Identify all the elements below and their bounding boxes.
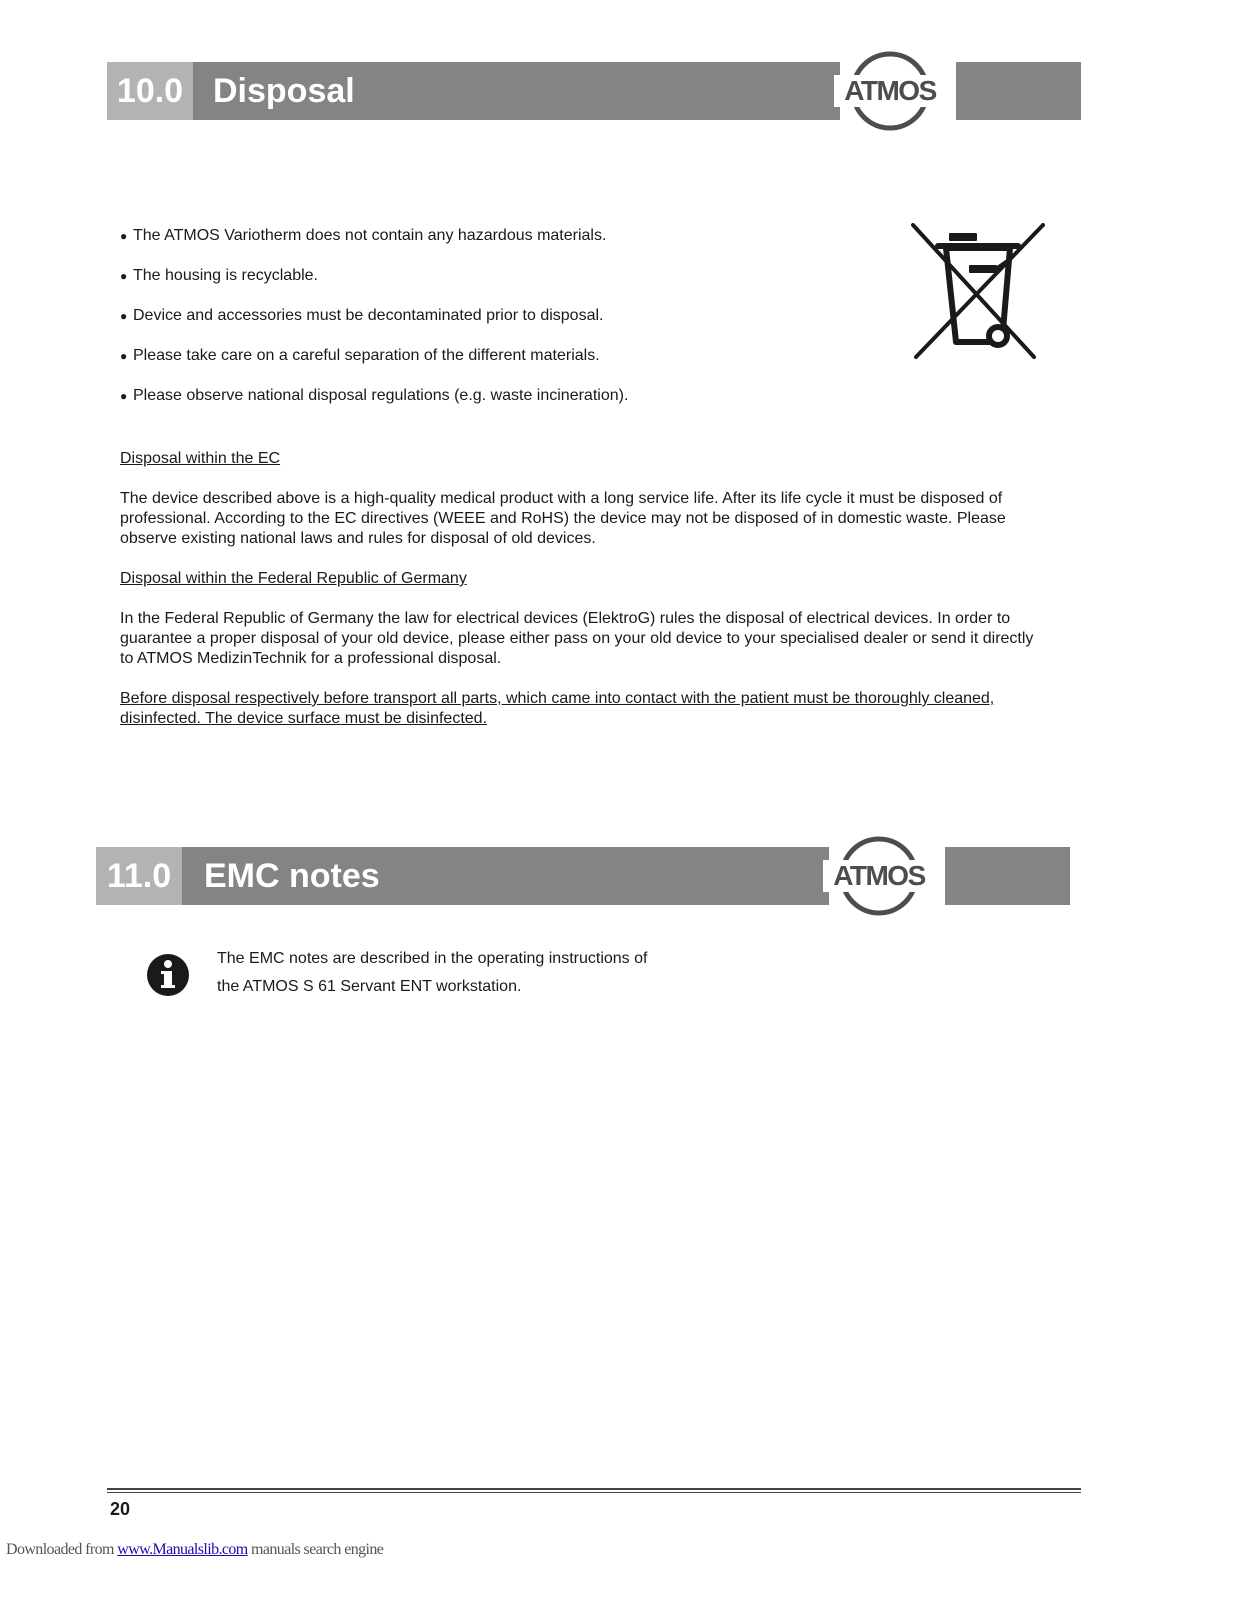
- atmos-logo: [823, 833, 951, 919]
- emc-info-line-1: The EMC notes are described in the operating instructions of: [217, 950, 648, 967]
- section-10-header: [107, 62, 1081, 120]
- section-number: 11.0: [96, 847, 182, 905]
- disinfection-warning: Before disposal respectively before transport all parts, which came into contact with the patient must be thoroughly cleaned, disinfected. The device surface must be disinfected.: [120, 690, 995, 727]
- emc-info-line-2: the ATMOS S 61 Servant ENT workstation.: [217, 978, 522, 995]
- logo-text: ATMOS: [844, 75, 936, 106]
- emc-info-text: [217, 945, 647, 1001]
- section-number: 10.0: [107, 62, 193, 120]
- weee-crossed-bin-icon: [908, 220, 1048, 362]
- footer-suffix: manuals search engine: [247, 1541, 384, 1558]
- footer-rule-thin: [107, 1492, 1081, 1493]
- list-item: ● The housing is recyclable.: [120, 267, 318, 284]
- ec-disposal-heading: Disposal within the EC: [120, 450, 281, 467]
- list-item: ● Device and accessories must be decontaminated prior to disposal.: [120, 307, 604, 324]
- germany-disposal-text: In the Federal Republic of Germany the law for electrical devices (ElektroG) rules the disposal of electrical devices. In order to guarantee a proper disposal of your old device, please either pass on your old device to your specialised dealer or send it directly to ATMOS MedizinTechnik for a professional disposal.: [120, 610, 1034, 667]
- list-item: ● Please take care on a careful separation of the different materials.: [120, 347, 600, 364]
- logo-text: ATMOS: [833, 860, 925, 891]
- atmos-logo: [834, 48, 962, 134]
- section-title: Disposal: [213, 72, 355, 110]
- ec-disposal-text: The device described above is a high-quality medical product with a long service life. After its life cycle it must be disposed of professional. According to the EC directives (WEEE and RoHS) the device may not be disposed of in domestic waste. Please observe existing national laws and rules for disposal of old devices.: [120, 490, 1006, 547]
- section-11-header: [96, 847, 1070, 905]
- list-item: ● The ATMOS Variotherm does not contain any hazardous materials.: [120, 227, 607, 244]
- list-item: ● Please observe national disposal regulations (e.g. waste incineration).: [120, 387, 629, 404]
- info-icon: [146, 953, 190, 997]
- download-footer: [6, 1541, 383, 1559]
- page-number: 20: [110, 1499, 131, 1519]
- manualslib-link[interactable]: www.Manualslib.com: [117, 1541, 248, 1558]
- section-title: EMC notes: [204, 857, 380, 895]
- footer-rule: [107, 1488, 1081, 1490]
- disposal-bullet-list: [120, 226, 628, 426]
- footer-prefix: Downloaded from: [6, 1541, 118, 1558]
- germany-disposal-heading: Disposal within the Federal Republic of Germany: [120, 570, 467, 587]
